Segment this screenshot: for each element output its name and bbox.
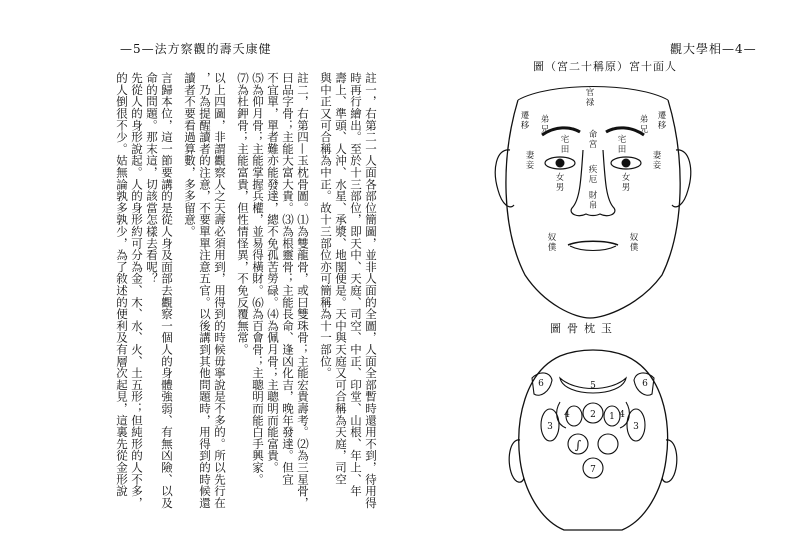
label-qiqie-left: 妻妾 (525, 151, 535, 171)
bone-number-4-right: 4 (619, 410, 625, 420)
text-column: ⑸為仰月骨；主能掌握兵權，並易得橫財。⑹為百會骨；主聰明而能白手興家。 (251, 72, 265, 485)
label-tianzhai-right: 宅田 (617, 135, 627, 155)
label-qiqie-right: 妻妾 (652, 151, 662, 171)
text-column: 的人倒很不少。姑無論孰多孰少，為了敘述的便利及有層次起見，這裏先從金形說 (115, 72, 129, 497)
skull-outline (519, 350, 668, 530)
text-column: 不宜單，單者難亦能發達，總不免孤苦勞碌。⑷為佩月骨；主聰明而能富貴。 (266, 72, 280, 474)
text-column: 與中正又可合稱為中正。故十三部位亦可簡稱為十一部位。 (319, 72, 333, 379)
face-labels (521, 87, 667, 253)
label-nupu-left: 奴僕 (547, 233, 557, 253)
svg-text:∫: ∫ (574, 438, 582, 452)
label-nupu-right: 奴僕 (629, 233, 639, 253)
bone-number-1: 1 (609, 412, 615, 422)
skull-left-ear (509, 440, 524, 482)
text-column: 時再行繪出。至於十三部位，即天中、天庭、司空、中正、印堂、山根、年上、年 (349, 72, 363, 497)
bone-number-6-left: 6 (538, 379, 544, 389)
label-tianzhai-left: 宅田 (560, 135, 570, 155)
label-caibo: 財帛 (588, 191, 598, 211)
text-column (227, 72, 235, 520)
text-column: 讀者不要看過算數，多多留意。 (183, 72, 197, 238)
left-ear (495, 150, 514, 207)
text-column (174, 72, 182, 520)
text-column: 命的問題。那末這，切該當怎樣去看呢？ (145, 72, 159, 285)
bone-number-3-right: 3 (633, 422, 639, 432)
label-nannv-right: 女男 (621, 173, 631, 193)
text-column: ，乃為提醒讀者的注意，不要單單注意五官。以後講到其他問題時，用得到的時候還 (198, 72, 212, 509)
right-ear (672, 150, 691, 207)
page-header: —5—法方察觀的壽夭康健 (120, 42, 272, 56)
text-column: 以上四圖，非謂觀察人之天壽必須用到，用得到的時候毋寧說是不多的。所以先行在 (213, 72, 227, 509)
page-header: 觀大學相—4— (670, 42, 757, 56)
skull-right-ear (662, 440, 677, 482)
bone-number-5: 5 (590, 381, 596, 391)
label-minggong: 命宮 (588, 130, 598, 150)
face-diagram (400, 0, 793, 560)
text-column: 註二，右第四—玉枕骨圖。⑴為雙龍骨，或曰雙珠骨；主能宏貴壽考。⑵為三星骨， (296, 72, 310, 509)
text-column: ⑺為杜鉀骨；主能富貴，但性情怪異，不免反覆無常。 (236, 72, 250, 356)
mouth (568, 241, 618, 245)
text-column (310, 72, 318, 520)
label-jie: 疾厄 (588, 165, 598, 185)
text-column: 言歸本位，這一節要講的是從人身及面部去觀察一個人的身體強弱、有無凶險、以及 (160, 72, 174, 509)
text-column: 曰品字骨；主能大富大貴。⑶為根靈骨；主能長命、逢凶化吉，晚年發達。但宜 (281, 72, 295, 485)
label-qianyi-right: 遷移 (657, 111, 667, 131)
bone-center-right (598, 434, 618, 454)
label-guanlu: 官禄 (585, 88, 595, 108)
label-xiongdi-left: 弟兄 (540, 115, 550, 135)
text-column: 註一，右第二一人面各部位簡圖，並非人面的全圖，人面全部暫時還用不到，待用得 (364, 72, 378, 509)
skull-diagram-title: 圖骨枕玉 (550, 322, 618, 335)
label-xiongdi-right: 弟兄 (639, 115, 649, 135)
skull-diagram (509, 350, 677, 530)
bone-number-6-right: 6 (642, 379, 648, 389)
label-qianyi-left: 遷移 (520, 111, 530, 131)
right-page (400, 0, 793, 560)
bone-number-3-left: 3 (547, 422, 553, 432)
label-nannv-left: 女男 (555, 173, 565, 193)
text-column: 先從人的身形說起。人的身形約可分為金、木、水、火、土五形；但純形的人不多， (130, 72, 144, 509)
bone-number-2: 2 (590, 410, 596, 420)
face-diagram-title: 圖（宮二十稱原）宮十面人 (533, 60, 677, 73)
text-column: 壽上、準頭、人沖、水星、承漿、地閣便是。天中與天庭又可合稱為天庭，司空 (334, 72, 348, 485)
text-columns (48, 72, 378, 520)
bone-number-7: 7 (590, 465, 596, 475)
right-eyebrow (606, 128, 644, 135)
bone-number-4-left: 4 (564, 410, 570, 420)
